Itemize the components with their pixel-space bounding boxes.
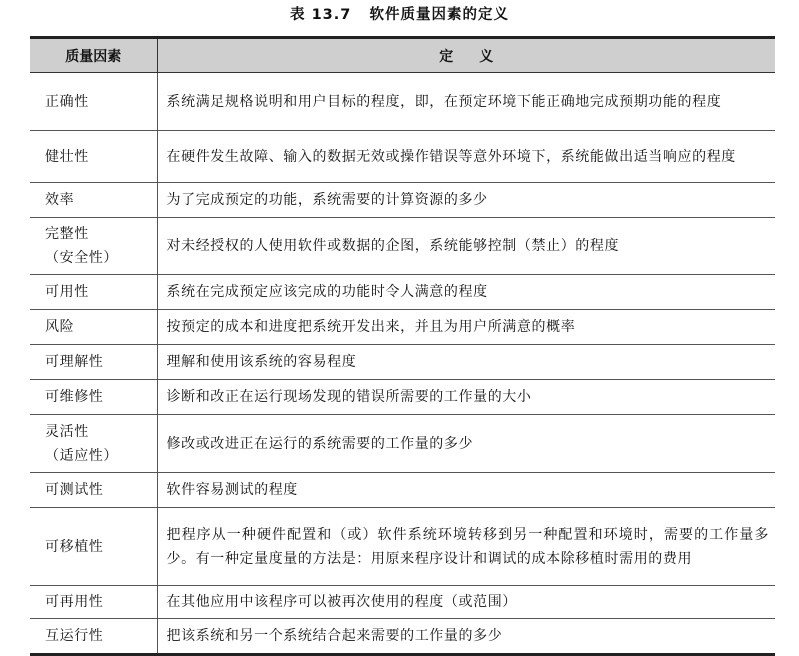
table-row xyxy=(30,275,775,310)
table-row xyxy=(30,345,775,380)
factor-cell: 风险 xyxy=(30,310,157,345)
definition-cell: 软件容易测试的程度 xyxy=(157,473,775,508)
factor-cell: 可理解性 xyxy=(30,345,157,380)
column-header-factor: 质量因素 xyxy=(30,38,157,73)
factor-cell: 可移植性 xyxy=(30,508,157,586)
definition-cell: 对未经授权的人使用软件或数据的企图，系统能够控制（禁止）的程度 xyxy=(157,218,775,275)
factor-cell: 效率 xyxy=(30,183,157,218)
table-row xyxy=(30,586,775,619)
factor-cell: 可测试性 xyxy=(30,473,157,508)
table-row xyxy=(30,415,775,473)
table-caption: 表 13.7 软件质量因素的定义 xyxy=(290,7,509,23)
definition-cell: 系统在完成预定应该完成的功能时令人满意的程度 xyxy=(157,275,775,310)
table-row xyxy=(30,380,775,415)
table-row xyxy=(30,310,775,345)
definition-cell: 修改或改进正在运行的系统需要的工作量的多少 xyxy=(157,415,775,473)
table-header-row xyxy=(30,38,775,73)
table-row xyxy=(30,131,775,183)
table-row xyxy=(30,73,775,131)
table-row xyxy=(30,473,775,508)
definition-cell: 系统满足规格说明和用户目标的程度，即，在预定环境下能正确地完成预期功能的程度 xyxy=(157,73,775,131)
factor-cell: 灵活性 （适应性） xyxy=(30,415,157,473)
factor-cell: 健壮性 xyxy=(30,131,157,183)
factor-cell: 可再用性 xyxy=(30,586,157,619)
table-row xyxy=(30,508,775,586)
factor-cell: 完整性 （安全性） xyxy=(30,218,157,275)
quality-factors-table xyxy=(30,36,775,656)
definition-cell: 在硬件发生故障、输入的数据无效或操作错误等意外环境下，系统能做出适当响应的程度 xyxy=(157,131,775,183)
table-row xyxy=(30,218,775,275)
definition-cell: 把该系统和另一个系统结合起来需要的工作量的多少 xyxy=(157,619,775,655)
column-header-definition: 定义 xyxy=(157,38,775,73)
definition-cell: 在其他应用中该程序可以被再次使用的程度（或范围） xyxy=(157,586,775,619)
factor-cell: 正确性 xyxy=(30,73,157,131)
factor-cell: 可用性 xyxy=(30,275,157,310)
table-row xyxy=(30,619,775,655)
definition-cell: 理解和使用该系统的容易程度 xyxy=(157,345,775,380)
definition-cell: 按预定的成本和进度把系统开发出来，并且为用户所满意的概率 xyxy=(157,310,775,345)
definition-cell: 为了完成预定的功能，系统需要的计算资源的多少 xyxy=(157,183,775,218)
factor-cell: 互运行性 xyxy=(30,619,157,655)
definition-cell: 把程序从一种硬件配置和（或）软件系统环境转移到另一种配置和环境时，需要的工作量多少。有一种定量度量的方法是：用原来程序设计和调试的成本除移植时需用的费用 xyxy=(157,508,775,586)
definition-cell: 诊断和改正在运行现场发现的错误所需要的工作量的大小 xyxy=(157,380,775,415)
factor-cell: 可维修性 xyxy=(30,380,157,415)
table-row xyxy=(30,183,775,218)
